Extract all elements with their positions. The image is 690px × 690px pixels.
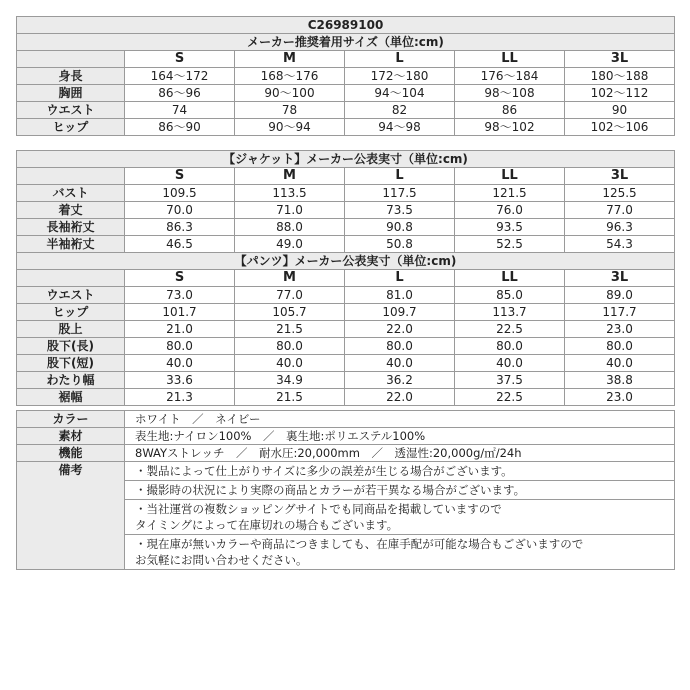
cell: 23.0 bbox=[565, 389, 675, 406]
cell: 81.0 bbox=[345, 287, 455, 304]
cell: 90～94 bbox=[235, 119, 345, 136]
info-row bbox=[17, 445, 675, 462]
jacket-title: 【ジャケット】メーカー公表実寸（単位:cm) bbox=[17, 151, 675, 168]
cell: 21.3 bbox=[125, 389, 235, 406]
table-row bbox=[17, 304, 675, 321]
material-value: 表生地:ナイロン100% ／ 裏生地:ポリエステル100% bbox=[125, 428, 675, 445]
note-item: ・現在庫が無いカラーや商品につきましても、在庫手配が可能な場合もございますので お気軽にお問い合わせください。 bbox=[125, 535, 675, 570]
corner-cell bbox=[17, 168, 125, 185]
row-label: 胸囲 bbox=[17, 85, 125, 102]
row-label: 長袖裄丈 bbox=[17, 219, 125, 236]
cell: 54.3 bbox=[565, 236, 675, 253]
cell: 89.0 bbox=[565, 287, 675, 304]
cell: 82 bbox=[345, 102, 455, 119]
product-info-table bbox=[16, 410, 675, 570]
table-row bbox=[17, 119, 675, 136]
cell: 98～102 bbox=[455, 119, 565, 136]
corner-cell bbox=[17, 51, 125, 68]
table-row bbox=[17, 85, 675, 102]
table-row bbox=[17, 355, 675, 372]
cell: 38.8 bbox=[565, 372, 675, 389]
cell: 74 bbox=[125, 102, 235, 119]
table-row bbox=[17, 219, 675, 236]
cell: 80.0 bbox=[235, 338, 345, 355]
cell: 172～180 bbox=[345, 68, 455, 85]
cell: 80.0 bbox=[455, 338, 565, 355]
cell: 102～106 bbox=[565, 119, 675, 136]
recommended-size-table bbox=[16, 16, 675, 136]
size-s: S bbox=[125, 270, 235, 287]
recommended-size-title: メーカー推奨着用サイズ（単位:cm) bbox=[17, 34, 675, 51]
cell: 113.7 bbox=[455, 304, 565, 321]
cell: 121.5 bbox=[455, 185, 565, 202]
row-label: バスト bbox=[17, 185, 125, 202]
size-s: S bbox=[125, 51, 235, 68]
cell: 96.3 bbox=[565, 219, 675, 236]
function-value: 8WAYストレッチ ／ 耐水圧:20,000mm ／ 透湿性:20,000g/㎡/24h bbox=[125, 445, 675, 462]
cell: 34.9 bbox=[235, 372, 345, 389]
row-label: 股下(長) bbox=[17, 338, 125, 355]
size-header-row bbox=[17, 270, 675, 287]
cell: 40.0 bbox=[565, 355, 675, 372]
cell: 180～188 bbox=[565, 68, 675, 85]
color-label: カラー bbox=[17, 411, 125, 428]
cell: 76.0 bbox=[455, 202, 565, 219]
function-label: 機能 bbox=[17, 445, 125, 462]
size-3l: 3L bbox=[565, 270, 675, 287]
note-item: ・撮影時の状況により実際の商品とカラーが若干異なる場合がございます。 bbox=[125, 481, 675, 500]
cell: 93.5 bbox=[455, 219, 565, 236]
cell: 80.0 bbox=[565, 338, 675, 355]
info-row bbox=[17, 428, 675, 445]
table-row bbox=[17, 338, 675, 355]
info-row bbox=[17, 411, 675, 428]
cell: 40.0 bbox=[345, 355, 455, 372]
cell: 86～90 bbox=[125, 119, 235, 136]
table-row bbox=[17, 68, 675, 85]
cell: 40.0 bbox=[235, 355, 345, 372]
size-m: M bbox=[235, 270, 345, 287]
cell: 109.7 bbox=[345, 304, 455, 321]
size-ll: LL bbox=[455, 51, 565, 68]
cell: 125.5 bbox=[565, 185, 675, 202]
cell: 71.0 bbox=[235, 202, 345, 219]
size-header-row bbox=[17, 51, 675, 68]
cell: 80.0 bbox=[345, 338, 455, 355]
cell: 86～96 bbox=[125, 85, 235, 102]
row-label: 股上 bbox=[17, 321, 125, 338]
cell: 90.8 bbox=[345, 219, 455, 236]
cell: 40.0 bbox=[125, 355, 235, 372]
cell: 21.5 bbox=[235, 389, 345, 406]
cell: 113.5 bbox=[235, 185, 345, 202]
size-ll: LL bbox=[455, 168, 565, 185]
cell: 37.5 bbox=[455, 372, 565, 389]
info-row bbox=[17, 462, 675, 481]
table-row bbox=[17, 202, 675, 219]
cell: 73.5 bbox=[345, 202, 455, 219]
cell: 77.0 bbox=[235, 287, 345, 304]
cell: 88.0 bbox=[235, 219, 345, 236]
cell: 70.0 bbox=[125, 202, 235, 219]
cell: 22.0 bbox=[345, 321, 455, 338]
cell: 86 bbox=[455, 102, 565, 119]
row-label: 裾幅 bbox=[17, 389, 125, 406]
cell: 94～98 bbox=[345, 119, 455, 136]
cell: 85.0 bbox=[455, 287, 565, 304]
cell: 21.5 bbox=[235, 321, 345, 338]
cell: 52.5 bbox=[455, 236, 565, 253]
note-item: ・製品によって仕上がりサイズに多少の誤差が生じる場合がございます。 bbox=[125, 462, 675, 481]
cell: 164～172 bbox=[125, 68, 235, 85]
row-label: 股下(短) bbox=[17, 355, 125, 372]
row-label: ヒップ bbox=[17, 304, 125, 321]
size-l: L bbox=[345, 51, 455, 68]
row-label: 半袖裄丈 bbox=[17, 236, 125, 253]
row-label: 着丈 bbox=[17, 202, 125, 219]
cell: 109.5 bbox=[125, 185, 235, 202]
size-m: M bbox=[235, 51, 345, 68]
cell: 90 bbox=[565, 102, 675, 119]
table-row bbox=[17, 287, 675, 304]
cell: 117.7 bbox=[565, 304, 675, 321]
row-label: わたり幅 bbox=[17, 372, 125, 389]
note-item: ・当社運営の複数ショッピングサイトでも同商品を掲載していますので タイミングによって在庫切れの場合もございます。 bbox=[125, 500, 675, 535]
size-3l: 3L bbox=[565, 168, 675, 185]
cell: 176～184 bbox=[455, 68, 565, 85]
cell: 78 bbox=[235, 102, 345, 119]
product-code: C26989100 bbox=[17, 17, 675, 34]
color-value: ホワイト ／ ネイビー bbox=[125, 411, 675, 428]
table-row bbox=[17, 389, 675, 406]
table-row bbox=[17, 321, 675, 338]
cell: 102～112 bbox=[565, 85, 675, 102]
cell: 22.5 bbox=[455, 389, 565, 406]
size-l: L bbox=[345, 168, 455, 185]
table-row bbox=[17, 236, 675, 253]
cell: 117.5 bbox=[345, 185, 455, 202]
cell: 46.5 bbox=[125, 236, 235, 253]
row-label: ウエスト bbox=[17, 287, 125, 304]
cell: 101.7 bbox=[125, 304, 235, 321]
cell: 21.0 bbox=[125, 321, 235, 338]
cell: 86.3 bbox=[125, 219, 235, 236]
size-header-row bbox=[17, 168, 675, 185]
cell: 49.0 bbox=[235, 236, 345, 253]
cell: 50.8 bbox=[345, 236, 455, 253]
cell: 22.5 bbox=[455, 321, 565, 338]
cell: 73.0 bbox=[125, 287, 235, 304]
material-label: 素材 bbox=[17, 428, 125, 445]
cell: 22.0 bbox=[345, 389, 455, 406]
row-label: ヒップ bbox=[17, 119, 125, 136]
cell: 168～176 bbox=[235, 68, 345, 85]
measurement-table bbox=[16, 150, 675, 406]
cell: 36.2 bbox=[345, 372, 455, 389]
pants-title: 【パンツ】メーカー公表実寸（単位:cm) bbox=[17, 253, 675, 270]
cell: 80.0 bbox=[125, 338, 235, 355]
size-m: M bbox=[235, 168, 345, 185]
row-label: ウエスト bbox=[17, 102, 125, 119]
size-ll: LL bbox=[455, 270, 565, 287]
cell: 94～104 bbox=[345, 85, 455, 102]
table-row bbox=[17, 102, 675, 119]
cell: 33.6 bbox=[125, 372, 235, 389]
cell: 77.0 bbox=[565, 202, 675, 219]
cell: 90～100 bbox=[235, 85, 345, 102]
table-row bbox=[17, 372, 675, 389]
size-3l: 3L bbox=[565, 51, 675, 68]
cell: 98～108 bbox=[455, 85, 565, 102]
row-label: 身長 bbox=[17, 68, 125, 85]
table-row bbox=[17, 185, 675, 202]
size-s: S bbox=[125, 168, 235, 185]
cell: 23.0 bbox=[565, 321, 675, 338]
corner-cell bbox=[17, 270, 125, 287]
notes-label: 備考 bbox=[17, 462, 125, 570]
size-l: L bbox=[345, 270, 455, 287]
cell: 105.7 bbox=[235, 304, 345, 321]
cell: 40.0 bbox=[455, 355, 565, 372]
